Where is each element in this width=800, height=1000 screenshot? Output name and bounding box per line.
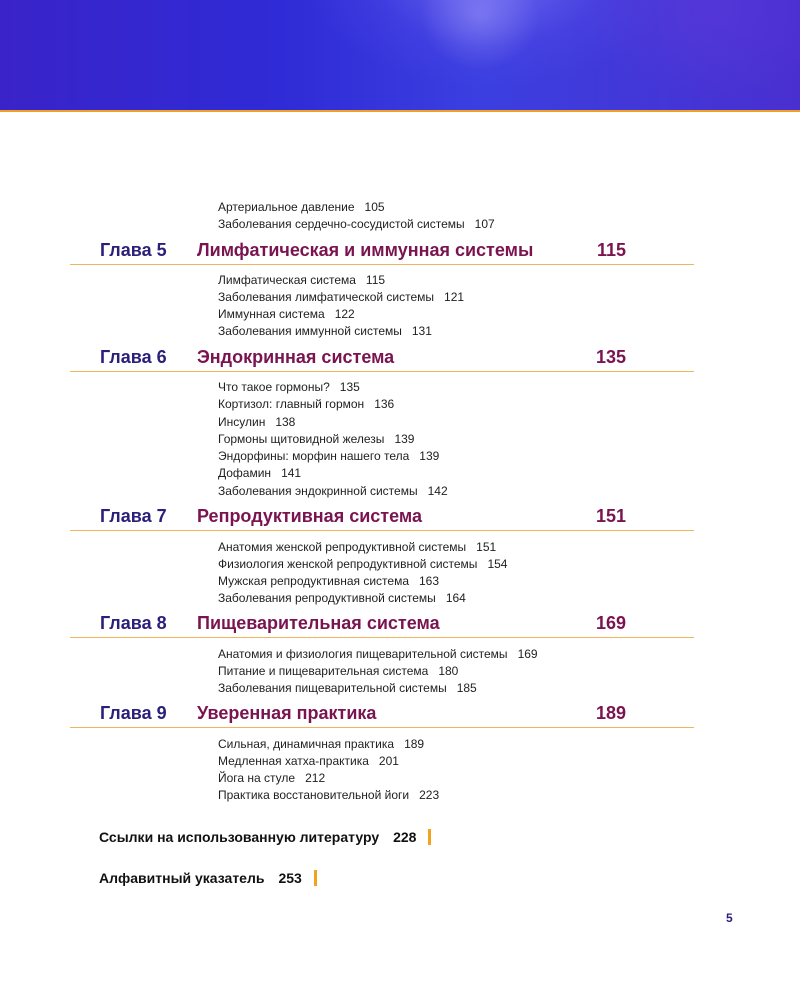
toc-entry-title: Заболевания эндокринной системы xyxy=(218,484,418,498)
toc-entry xyxy=(218,414,295,430)
chapter-title: Уверенная практика xyxy=(197,703,377,723)
toc-entry-title: Иммунная система xyxy=(218,307,325,321)
toc-entry-title: Эндорфины: морфин нашего тела xyxy=(218,449,410,463)
toc-entry xyxy=(218,272,385,288)
toc-entry-title: Питание и пищеварительная система xyxy=(218,664,429,678)
toc-entry-title: Что такое гормоны? xyxy=(218,380,330,394)
toc-entry-title: Дофамин xyxy=(218,466,272,480)
toc-entry-page: 107 xyxy=(474,217,495,231)
chapter-heading xyxy=(70,611,694,638)
toc-entry xyxy=(218,379,360,395)
chapter-page: 189 xyxy=(595,703,626,723)
header-banner xyxy=(0,0,800,112)
toc-entry xyxy=(218,216,495,232)
banner-glow xyxy=(580,0,800,100)
toc-entry-page: 115 xyxy=(365,273,386,287)
toc-entry-title: Инсулин xyxy=(218,415,266,429)
chapter-heading xyxy=(70,238,694,265)
toc-entry xyxy=(218,396,394,412)
toc-entry xyxy=(218,539,496,555)
toc-entry xyxy=(218,289,464,305)
toc-entry xyxy=(218,323,432,339)
chapter-page: 135 xyxy=(595,347,626,367)
toc-entry-page: 163 xyxy=(419,574,440,588)
toc-entry-page: 154 xyxy=(487,557,508,571)
chapter-heading xyxy=(70,345,694,372)
toc-entry-page: 189 xyxy=(404,737,425,751)
page-number: 5 xyxy=(726,911,733,925)
toc-entry xyxy=(218,431,414,447)
toc-entry-title: Анатомия женской репродуктивной системы xyxy=(218,540,467,554)
accent-bar xyxy=(428,829,431,845)
toc-entry-title: Кортизол: главный гормон xyxy=(218,397,365,411)
toc-entry xyxy=(218,573,439,589)
chapter-page: 151 xyxy=(595,506,626,526)
banner-accent-rule xyxy=(0,110,800,112)
toc-entry-page: 185 xyxy=(456,681,477,695)
toc-entry-page: 142 xyxy=(427,484,448,498)
toc-entry xyxy=(218,448,439,464)
back-matter-title: Алфавитный указатель xyxy=(99,870,265,886)
toc-entry-page: 139 xyxy=(419,449,440,463)
chapter-title: Репродуктивная система xyxy=(197,506,422,526)
toc-entry-title: Гормоны щитовидной железы xyxy=(218,432,385,446)
back-matter-entry xyxy=(99,829,431,845)
toc-entry-title: Физиология женской репродуктивной системы xyxy=(218,557,478,571)
toc-entry-title: Анатомия и физиология пищеварительной системы xyxy=(218,647,508,661)
back-matter-title: Ссылки на использованную литературу xyxy=(99,829,380,845)
toc-entry xyxy=(218,770,325,786)
chapter-title: Эндокринная система xyxy=(197,347,395,367)
toc-entry-title: Лимфатическая система xyxy=(218,273,356,287)
toc-entry-page: 139 xyxy=(394,432,415,446)
toc-entry xyxy=(218,646,538,662)
toc-entry xyxy=(218,556,507,572)
back-matter-page: 253 xyxy=(278,870,302,886)
chapter-title: Лимфатическая и иммунная системы xyxy=(197,240,534,260)
toc-entry xyxy=(218,483,448,499)
toc-entry-title: Артериальное давление xyxy=(218,200,355,214)
toc-entry xyxy=(218,306,355,322)
toc-entry-page: 105 xyxy=(364,200,385,214)
chapter-heading xyxy=(70,504,694,531)
chapter-label: Глава 5 xyxy=(100,240,167,260)
back-matter-entry xyxy=(99,870,317,886)
toc-entry-title: Медленная хатха-практика xyxy=(218,754,369,768)
chapter-label: Глава 6 xyxy=(100,347,167,367)
chapter-title: Пищеварительная система xyxy=(197,613,440,633)
toc-entry-title: Сильная, динамичная практика xyxy=(218,737,395,751)
toc-entry-page: 138 xyxy=(275,415,296,429)
toc-entry-title: Заболевания лимфатической системы xyxy=(218,290,435,304)
chapter-heading xyxy=(70,701,694,728)
toc-entry-title: Йога на стуле xyxy=(218,771,296,785)
toc-entry-title: Мужская репродуктивная система xyxy=(218,574,409,588)
chapter-label: Глава 8 xyxy=(100,613,167,633)
chapter-label: Глава 9 xyxy=(100,703,167,723)
toc-entry xyxy=(218,465,301,481)
toc-entry-page: 131 xyxy=(411,324,432,338)
toc-entry xyxy=(218,199,385,215)
toc-entry xyxy=(218,680,477,696)
toc-entry-page: 223 xyxy=(419,788,440,802)
chapter-page: 169 xyxy=(595,613,626,633)
toc-entry-page: 141 xyxy=(281,466,302,480)
toc-entry-title: Заболевания пищеварительной системы xyxy=(218,681,447,695)
toc-entry-page: 164 xyxy=(445,591,466,605)
toc-entry xyxy=(218,787,439,803)
toc-entry-page: 180 xyxy=(438,664,459,678)
toc-entry-title: Заболевания иммунной системы xyxy=(218,324,402,338)
toc-entry-title: Заболевания сердечно-сосудистой системы xyxy=(218,217,465,231)
back-matter-page: 228 xyxy=(393,829,417,845)
toc-entry-title: Заболевания репродуктивной системы xyxy=(218,591,436,605)
chapter-label: Глава 7 xyxy=(100,506,167,526)
accent-bar xyxy=(314,870,317,886)
toc-entry xyxy=(218,663,458,679)
toc-entry-page: 201 xyxy=(378,754,399,768)
toc-entry-page: 151 xyxy=(476,540,497,554)
toc-entry-page: 121 xyxy=(444,290,465,304)
chapter-page: 115 xyxy=(596,240,626,260)
toc-entry-title: Практика восстановительной йоги xyxy=(218,788,410,802)
toc-entry-page: 169 xyxy=(517,647,538,661)
toc-entry-page: 135 xyxy=(339,380,360,394)
toc-entry-page: 136 xyxy=(374,397,395,411)
toc-entry xyxy=(218,753,399,769)
toc-entry-page: 212 xyxy=(305,771,326,785)
toc-entry xyxy=(218,736,424,752)
toc-entry xyxy=(218,590,466,606)
toc-entry-page: 122 xyxy=(334,307,355,321)
